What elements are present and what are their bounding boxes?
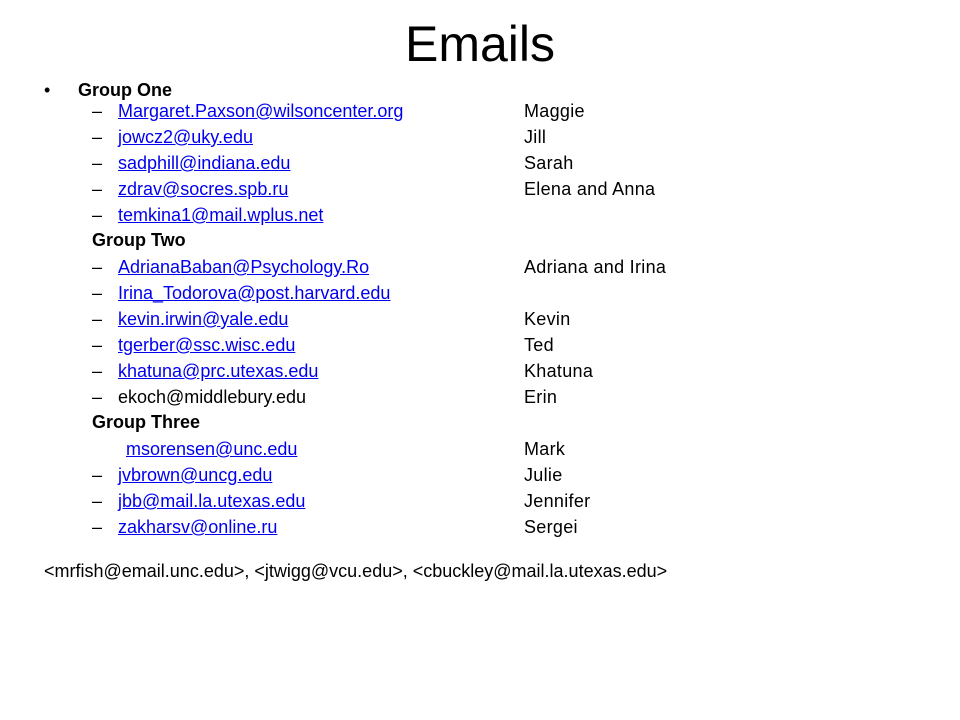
dash-icon: – [92,153,103,173]
person-name: Sarah [524,153,574,173]
person-name: Sergei [524,517,578,537]
list-item [92,358,712,384]
email-link[interactable]: jbb@mail.la.utexas.edu [118,491,306,511]
dash-icon: – [92,257,103,277]
page-title: Emails [404,16,556,72]
dash-icon: – [92,335,103,355]
group-one-heading: Group One [78,80,172,100]
email-link[interactable]: AdrianaBaban@Psychology.Ro [118,257,370,277]
list-item [92,280,712,306]
email-link[interactable]: zakharsv@online.ru [118,517,278,537]
email-link[interactable]: Margaret.Paxson@wilsoncenter.org [118,101,404,121]
footer-email-list: <mrfish@email.unc.edu>, <jtwigg@vcu.edu>, <cbuckley@mail.la.utexas.edu> [44,561,668,581]
person-name: Maggie [524,101,585,121]
list-item [92,254,712,280]
person-name: Jennifer [524,491,591,511]
group-two-heading: Group Two [92,230,186,250]
person-name: Julie [524,465,563,485]
person-name: Kevin [524,309,571,329]
person-name: Elena and Anna [524,179,656,199]
dash-icon: – [92,179,103,199]
person-name: Khatuna [524,361,594,381]
email-link[interactable]: Irina_Todorova@post.harvard.edu [118,283,391,303]
list-item [92,488,712,514]
email-link[interactable]: msorensen@unc.edu [126,439,298,459]
dash-icon: – [92,283,103,303]
dash-icon: – [92,387,103,407]
email-link[interactable]: temkina1@mail.wplus.net [118,205,324,225]
email-link[interactable]: tgerber@ssc.wisc.edu [118,335,296,355]
dash-icon: – [92,517,103,537]
list-item [92,332,712,358]
list-item [92,202,712,228]
list-item [92,124,712,150]
dash-icon: – [92,465,103,485]
dash-icon: – [92,205,103,225]
list-item [92,436,712,462]
list-item [92,384,712,410]
email-link[interactable]: sadphill@indiana.edu [118,153,291,173]
list-item [92,176,712,202]
dash-icon: – [92,361,103,381]
dash-icon: – [92,101,103,121]
person-name: Mark [524,439,566,459]
dash-icon: – [92,127,103,147]
dash-icon: – [92,491,103,511]
list-item [92,150,712,176]
bullet-icon: • [44,80,51,100]
list-item [92,514,712,540]
person-name: Ted [524,335,554,355]
email-link[interactable]: zdrav@socres.spb.ru [118,179,289,199]
email-text: ekoch@middlebury.edu [118,387,307,407]
email-link[interactable]: kevin.irwin@yale.edu [118,309,289,329]
group-three-heading: Group Three [92,412,201,432]
person-name: Erin [524,387,558,407]
email-link[interactable]: jowcz2@uky.edu [118,127,253,147]
list-item [92,98,712,124]
email-link[interactable]: jvbrown@uncg.edu [118,465,273,485]
list-item [92,306,712,332]
person-name: Jill [524,127,547,147]
list-item [92,462,712,488]
dash-icon: – [92,309,103,329]
person-name: Adriana and Irina [524,257,667,277]
email-link[interactable]: khatuna@prc.utexas.edu [118,361,319,381]
